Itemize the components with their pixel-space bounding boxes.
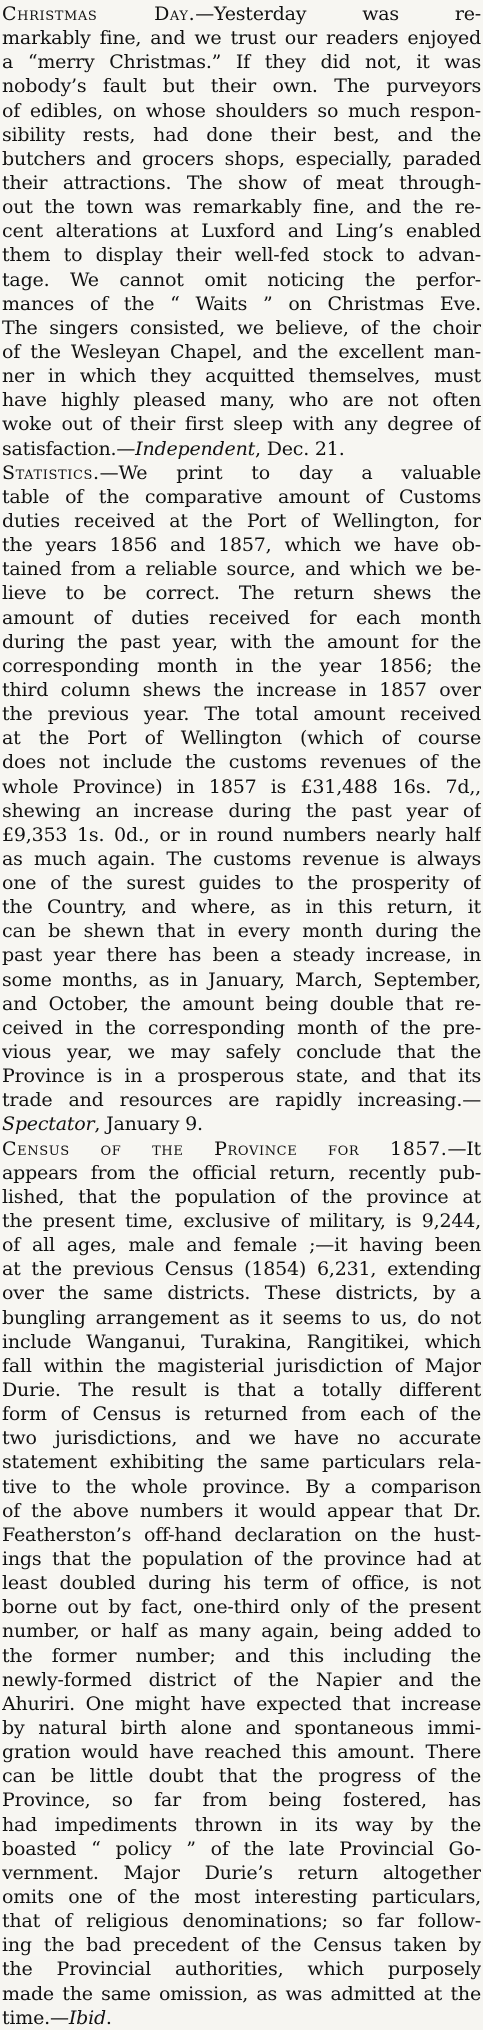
text-line: duties received at the Port of Wellington, for: [2, 509, 481, 532]
text-line: fall within the magisterial jurisdiction of Major: [2, 1354, 481, 1377]
text-line: trade and resources are rapidly increasing.—: [2, 1089, 481, 1112]
text-line: two jurisdictions, and we have no accurate: [2, 1427, 481, 1450]
text-line: over the same districts. These districts, by a: [2, 1282, 481, 1305]
text-line: Durie. The result is that a totally different: [2, 1379, 481, 1402]
text-line: Province is in a prosperous state, and that its: [2, 1065, 481, 1088]
text-line: Featherston’s off-hand declaration on the hust-: [2, 1523, 481, 1546]
text-line: a “merry Christmas.” If they did not, it was: [2, 51, 481, 74]
text-line: £9,353 1s. 0d., or in round numbers nearly half: [2, 823, 481, 846]
text-line: have highly pleased many, who are not often: [2, 389, 481, 412]
text-line: some months, as in January, March, September,: [2, 968, 481, 991]
text-line: borne out by fact, one-third only of the present: [2, 1596, 481, 1619]
text-line: does not include the customs revenues of the: [2, 751, 481, 774]
text-line: Statistics.—We print to day a valuable: [2, 461, 481, 484]
text-line: the Provincial authorities, which purposely: [2, 1958, 481, 1981]
text-line: can be little doubt that the progress of the: [2, 1765, 481, 1788]
text-line: nobody’s fault but their own. The purveyors: [2, 75, 481, 98]
text-line: omits one of the most interesting particulars,: [2, 1885, 481, 1908]
section-heading: Census of the Province for 1857.: [2, 1137, 448, 1160]
text-line: by natural birth alone and spontaneous immi-: [2, 1716, 481, 1739]
text-line: their attractions. The show of meat through-: [2, 171, 481, 194]
text-line: bungling arrangement as it seems to us, do not: [2, 1306, 481, 1329]
text-line: markably fine, and we trust our readers enjoyed: [2, 27, 481, 50]
text-line: the former number; and this including the: [2, 1644, 481, 1667]
text-line: of the Wesleyan Chapel, and the excellent man-: [2, 340, 481, 363]
text-line: Spectator, January 9.: [2, 1113, 203, 1136]
text-line: tive to the whole province. By a comparison: [2, 1475, 481, 1498]
text-line: least doubled during his term of office, is not: [2, 1572, 481, 1595]
text-line: and October, the amount being double that re-: [2, 992, 481, 1015]
text-line: lieve to be correct. The return shews the: [2, 582, 481, 605]
text-line: corresponding month in the year 1856; the: [2, 654, 481, 677]
text-line: whole Province) in 1857 is £31,488 16s. 7d,,: [2, 775, 481, 798]
text-line: cent alterations at Luxford and Ling’s enabled: [2, 220, 481, 243]
text-line: third column shews the increase in 1857 over: [2, 678, 481, 701]
text-line: of all ages, male and female ;—it having been: [2, 1234, 481, 1257]
text-line: as much again. The customs revenue is always: [2, 847, 481, 870]
text-line: can be shewn that in every month during the: [2, 920, 481, 943]
text-line: gration would have reached this amount. There: [2, 1741, 481, 1764]
text-line: shewing an increase during the past year of: [2, 799, 481, 822]
text-line: the Country, and where, as in this return, it: [2, 896, 481, 919]
text-line: Ahuriri. One might have expected that increase: [2, 1692, 481, 1715]
text-line: butchers and grocers shops, especially, paraded: [2, 147, 481, 170]
text-line: out the town was remarkably fine, and the re-: [2, 196, 481, 219]
text-line: of edibles, on whose shoulders so much respon-: [2, 99, 481, 122]
text-line: ing the bad precedent of the Census taken by: [2, 1934, 481, 1957]
text-line: ings that the population of the province had at: [2, 1548, 481, 1570]
text-line: of the above numbers it would appear that Dr.: [2, 1499, 481, 1522]
text-line: the years 1856 and 1857, which we have ob-: [2, 534, 481, 557]
text-line: that of religious denominations; so far follow-: [2, 1910, 481, 1933]
text-line: the previous year. The total amount received: [2, 703, 481, 726]
text-line: during the past year, with the amount for the: [2, 630, 481, 653]
text-line: Census of the Province for 1857.—It: [2, 1137, 481, 1160]
text-line: them to display their well-fed stock to advan-: [2, 244, 481, 267]
text-line: vernment. Major Durie’s return altogether: [2, 1861, 481, 1884]
text-line: Province, so far from being fostered, has: [2, 1789, 481, 1812]
text-line: woke out of their first sleep with any degree of: [2, 413, 481, 436]
text-line: amount of duties received for each month: [2, 606, 481, 629]
text-line: The singers consisted, we believe, of the choir: [2, 316, 481, 339]
text-line: at the previous Census (1854) 6,231, extending: [2, 1258, 481, 1281]
text-line: number, or half as many again, being added to: [2, 1620, 481, 1643]
source-credit: Ibid: [68, 2006, 106, 2029]
text-line: appears from the official return, recently pub-: [2, 1161, 481, 1184]
text-line: the present time, exclusive of military, is 9,244,: [2, 1210, 481, 1233]
text-line: Christmas Day.—Yesterday was re-: [2, 3, 481, 25]
text-line: statement exhibiting the same particulars rela-: [2, 1451, 481, 1474]
text-line: made the same omission, as was admitted at the: [2, 1982, 481, 2005]
text-line: ceived in the corresponding month of the pre-: [2, 1016, 481, 1039]
text-line: form of Census is returned from each of the: [2, 1403, 481, 1426]
section-heading: Statistics.: [2, 461, 100, 484]
text-line: time.—Ibid.: [2, 2006, 112, 2029]
source-credit: Spectator: [2, 1113, 95, 1136]
text-line: include Wanganui, Turakina, Rangitikei, which: [2, 1330, 481, 1353]
text-line: had impediments thrown in its way by the: [2, 1813, 481, 1836]
text-line: one of the surest guides to the prosperity of: [2, 872, 481, 895]
text-line: newly-formed district of the Napier and the: [2, 1668, 481, 1691]
text-line: tage. We cannot omit noticing the perfor-: [2, 268, 481, 291]
text-line: tained from a reliable source, and which we be-: [2, 558, 481, 581]
text-line: satisfaction.—Independent, Dec. 21.: [2, 437, 345, 460]
text-line: ner in which they acquitted themselves, must: [2, 365, 481, 388]
text-line: at the Port of Wellington (which of course: [2, 727, 481, 750]
text-line: sibility rests, had done their best, and the: [2, 123, 481, 146]
text-line: lished, that the population of the province at: [2, 1185, 481, 1208]
source-credit: Independent: [135, 437, 256, 460]
section-heading: Christmas Day.: [2, 3, 196, 25]
text-line: past year there has been a steady increase, in: [2, 944, 481, 967]
text-line: boasted “ policy ” of the late Provincial Go-: [2, 1837, 481, 1860]
article-column: [2, 2, 481, 2030]
text-line: mances of the “ Waits ” on Christmas Eve.: [2, 292, 481, 315]
text-line: table of the comparative amount of Customs: [2, 485, 481, 508]
text-line: vious year, we may safely conclude that the: [2, 1041, 481, 1064]
